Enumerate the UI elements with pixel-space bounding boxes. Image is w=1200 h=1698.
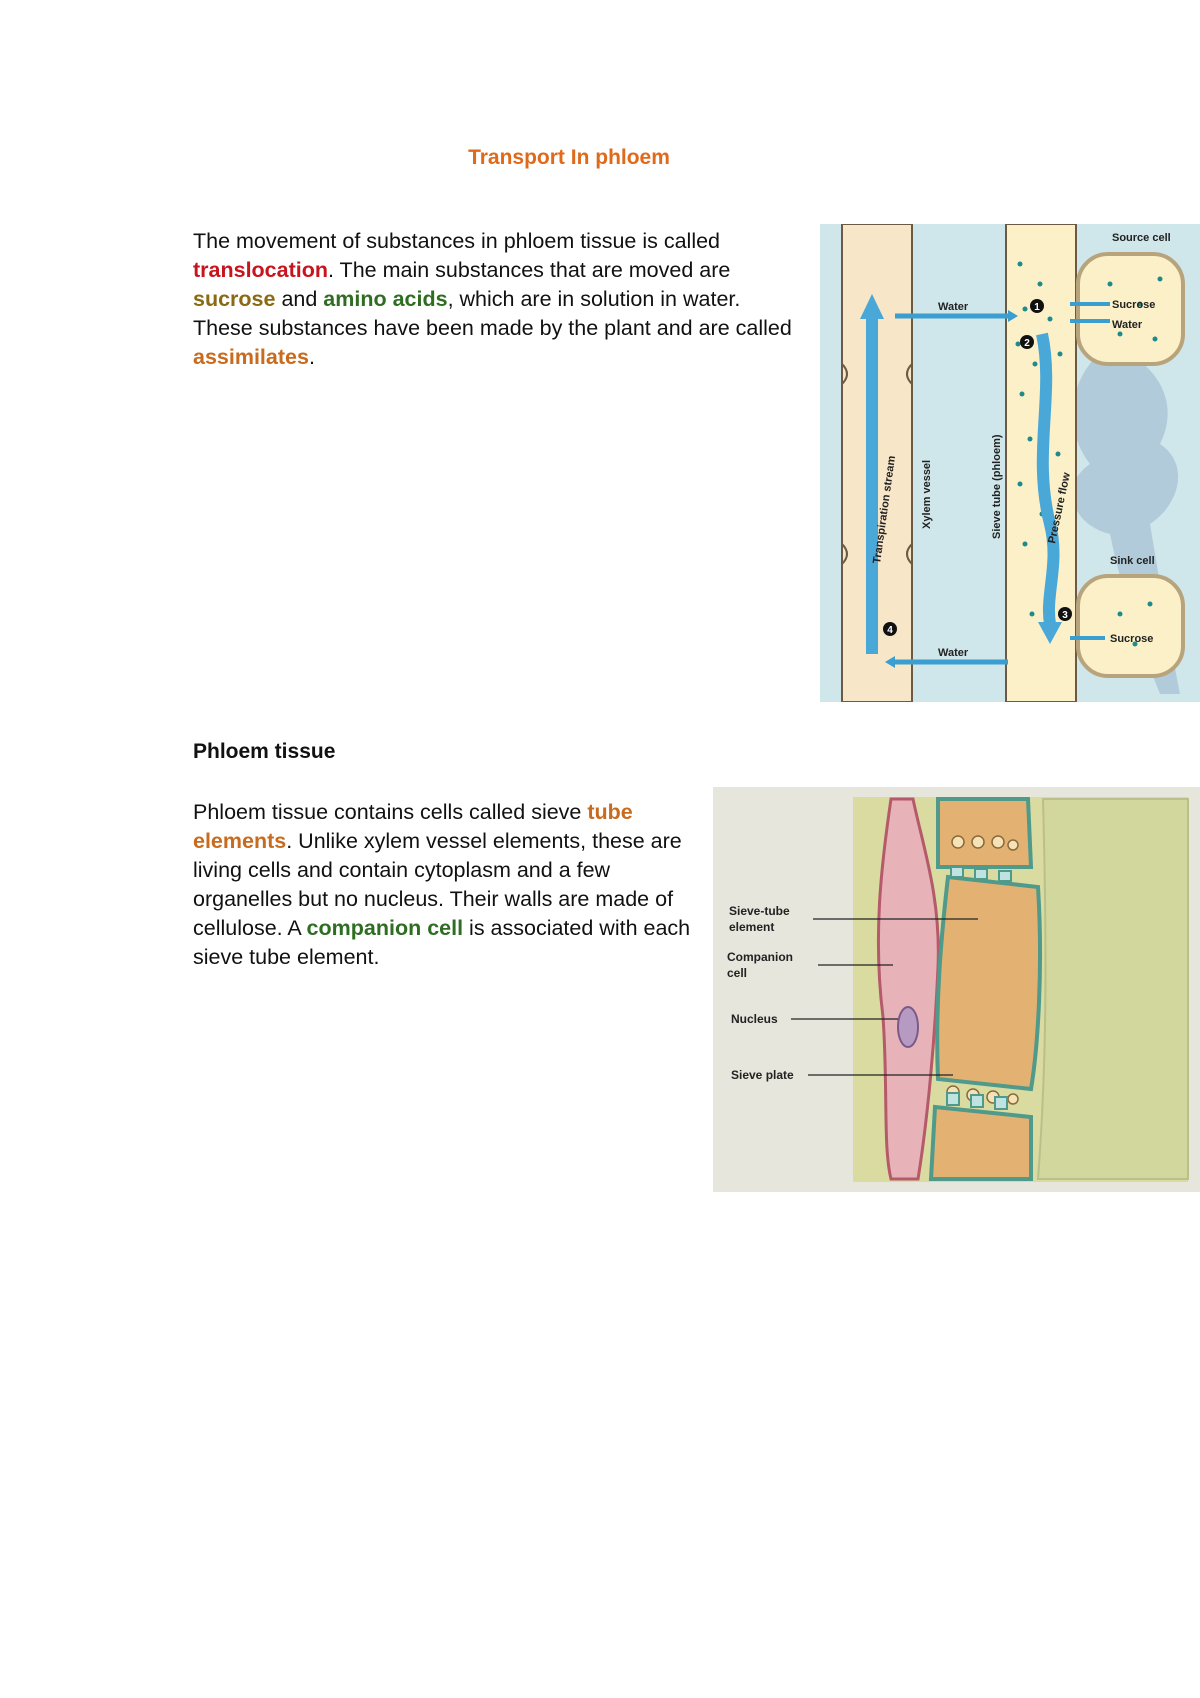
keyword-amino-acids: amino acids: [323, 287, 448, 311]
label-nucleus: Nucleus: [731, 1012, 778, 1026]
sucrose-out-label: Sucrose: [1110, 633, 1154, 645]
intro-text-5: .: [308, 345, 315, 369]
pressure-flow-label: Pressure flow: [1046, 471, 1073, 545]
water-bottom-label: Water: [938, 647, 969, 659]
phloem-text-1: Phloem tissue contains cells called sieve: [193, 800, 588, 824]
intro-text-2: . The main substances that are moved are: [328, 258, 731, 282]
water-in-label: Water: [1112, 319, 1143, 331]
sieve-tube-upper: [938, 799, 1031, 867]
phloem-text-3: is associated with each sieve tube element.: [193, 916, 691, 969]
keyword-sucrose: sucrose: [193, 287, 276, 311]
keyword-companion-cell: companion cell: [306, 916, 464, 940]
marker-3-label: 3: [1062, 610, 1068, 621]
sieve-tube-lower: [931, 1107, 1031, 1179]
keyword-translocation: translocation: [193, 258, 328, 282]
marker-2-label: 2: [1024, 338, 1030, 349]
nucleus: [898, 1007, 918, 1047]
translocation-diagram: [820, 224, 1200, 702]
intro-text-3: and: [275, 287, 324, 311]
keyword-tube-elements: tube elements: [193, 800, 633, 853]
label-companion-1: Companion: [727, 950, 793, 964]
sieve-tube-label: Sieve tube (phloem): [991, 434, 1003, 539]
water-top-label: Water: [938, 301, 969, 313]
transpiration-label: Transpiration stream: [871, 454, 899, 565]
phloem-paragraph: [193, 798, 693, 972]
label-companion-2: cell: [727, 966, 748, 980]
intro-text-1: The movement of substances in phloem tissue is called: [193, 229, 721, 253]
sink-cell-label: Sink cell: [1110, 555, 1155, 567]
label-sieve-plate: Sieve plate: [731, 1068, 794, 1082]
parenchyma-cells: [1038, 799, 1188, 1179]
xylem-label: Xylem vessel: [921, 459, 933, 529]
intro-paragraph: [193, 227, 793, 372]
sink-cell: [1078, 576, 1183, 676]
section-heading: Phloem tissue: [193, 740, 336, 763]
marker-4-label: 4: [887, 625, 893, 636]
sieve-tube-element: [937, 877, 1040, 1089]
phloem-text-2: . Unlike xylem vessel elements, these are living cells and contain cytoplasm and a few organelles but no nucleus. Their walls are made of cellulose. A: [193, 829, 682, 940]
source-cell-label: Source cell: [1112, 232, 1171, 244]
label-sieve-tube-2: element: [729, 920, 775, 934]
page-title: Transport In phloem: [468, 146, 670, 169]
sieve-tube-diagram: [713, 787, 1200, 1192]
marker-1-label: 1: [1034, 302, 1040, 313]
intro-text-4: , which are in solution in water. These substances have been made by the plant and are called: [193, 287, 792, 340]
keyword-assimilates: assimilates: [193, 345, 309, 369]
label-sieve-tube-1: Sieve-tube: [729, 904, 790, 918]
sucrose-in-label: Sucrose: [1112, 299, 1156, 311]
